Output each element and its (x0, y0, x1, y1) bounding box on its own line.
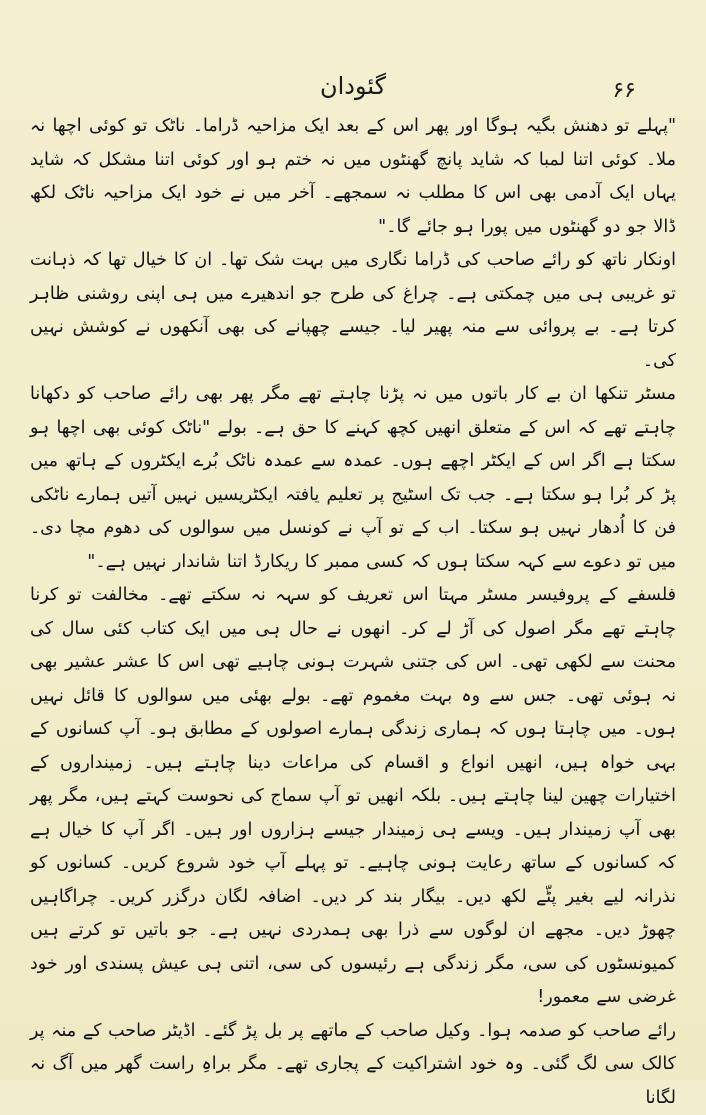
running-head (60, 72, 646, 108)
page-number: ۶۶ (612, 78, 636, 103)
paragraph: فلسفے کے پروفیسر مسٹر مہتا اس تعریف کو سہہ نہ سکتے تھے۔ مخالفت تو کرنا چاہتے تھے مگر اصول کی آڑ لے کر۔ انھوں نے حال ہی میں ایک کتاب کئی سال کی محنت سے لکھی تھی۔ اس کی جتنی شہرت ہونی چاہیے تھی اس کا عشر عشیر بھی نہ ہوئی تھی۔ جس سے وہ بہت مغموم تھے۔ بولے بھئی میں سوالوں کا قائل نہیں ہوں۔ میں چاہتا ہوں کہ ہماری زندگی ہمارے اصولوں کے مطابق ہو۔ آپ کسانوں کے بہی خواہ ہیں، انھیں انواع و اقسام کی مراعات دینا چاہتے ہیں۔ زمینداروں کے اختیارات چھین لینا چاہتے ہیں۔ بلکہ انھیں تو آپ سماج کی نحوست کہتے ہیں، مگر پھر بھی آپ زمیندار ہیں۔ ویسے ہی زمیندار جیسے ہزاروں اور ہیں۔ اگر آپ کا خیال ہے کہ کسانوں کے ساتھ رعایت ہونی چاہیے۔ تو پہلے آپ خود شروع کریں۔ کسانوں کو نذرانہ لیے بغیر پٹّے لکھ دیں۔ بیگار بند کر دیں۔ اضافہ لگان درگزر کریں۔ چراگاہیں چھوڑ دیں۔ مجھے ان لوگوں سے ذرا بھی ہمدردی نہیں ہے۔ جو باتیں تو کرتے ہیں کمیونسٹوں کی سی، مگر زندگی ہے رئیسوں کی سی، اتنی ہی عیش پسندی اور خود غرضی سے معمور! (30, 579, 676, 1015)
paragraph: رائے صاحب کو صدمہ ہوا۔ وکیل صاحب کے ماتھے پر بل پڑ گئے۔ اڈیٹر صاحب کے منہ پر کالک سی لگ گئی۔ وہ خود اشتراکیت کے پجاری تھے۔ مگر براہِ راست گھر میں آگ نہ لگانا (30, 1015, 676, 1115)
paragraph: اونکار ناتھ کو رائے صاحب کی ڈراما نگاری میں بہت شک تھا۔ ان کا خیال تھا کہ ذہانت تو غریبی ہی میں چمکتی ہے۔ چراغ کی طرح جو اندھیرے میں ہی اپنی روشنی ظاہر کرتا ہے۔ بے پروائی سے منہ پھیر لیا۔ جیسے چھپانے کی بھی آنکھوں نے کوشش نہیں کی۔ (30, 244, 676, 378)
paragraph: "پہلے تو دھنش بگیہ ہوگا اور پھر اس کے بعد ایک مزاحیہ ڈراما۔ ناٹک تو کوئی اچھا نہ ملا۔ کوئی اتنا لمبا کہ شاید پانچ گھنٹوں میں نہ ختم ہو اور کوئی اتنا مشکل کہ شاید یہاں ایک آدمی بھی اس کا مطلب نہ سمجھے۔ آخر میں نے خود ایک مزاحیہ ناٹک لکھ ڈالا جو دو گھنٹوں میں پورا ہو جائے گا۔" (30, 110, 676, 244)
paragraph: مسٹر تنکھا ان بے کار باتوں میں نہ پڑنا چاہتے تھے مگر پھر بھی رائے صاحب کو دکھانا چاہتے تھے کہ اس کے متعلق انھیں کچھ کہنے کا حق ہے۔ بولے "ناٹک کوئی بھی اچھا ہو سکتا ہے اگر اس کے ایکٹر اچھے ہوں۔ عمدہ سے عمدہ ناٹک بُرے ایکٹروں کے ہاتھ میں پڑ کر بُرا ہو سکتا ہے۔ جب تک اسٹیج پر تعلیم یافتہ ایکٹریسیں نہیں آتیں ہمارے ناٹکی فن کا اُدھار نہیں ہو سکتا۔ اب کے تو آپ نے کونسل میں سوالوں کی دھوم مچا دی۔ میں تو دعوے سے کہہ سکتا ہوں کہ کسی ممبر کا ریکارڈ اتنا شاندار نہیں ہے۔" (30, 378, 676, 579)
book-title: گئودان (60, 72, 646, 100)
body-text (30, 110, 676, 1115)
